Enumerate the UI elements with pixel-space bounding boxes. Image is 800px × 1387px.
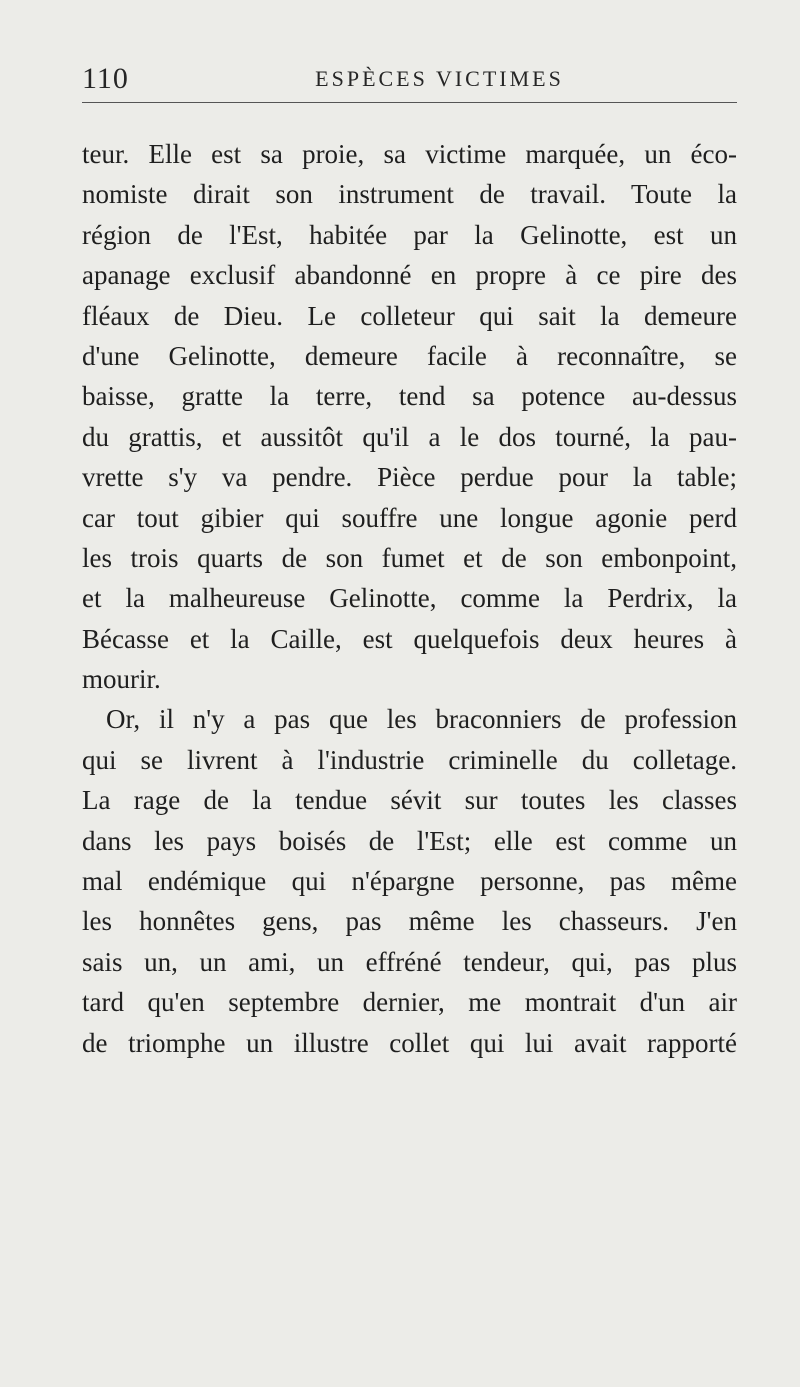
text-line: mal endémique qui n'épargne personne, pas même <box>82 866 737 897</box>
text-line: les trois quarts de son fumet et de son embonpoint, <box>82 542 737 573</box>
text-line: et la malheureuse Gelinotte, comme la Perdrix, la <box>82 583 737 614</box>
running-head <box>82 62 737 102</box>
text-line: nomiste dirait son instrument de travail. Toute la <box>82 179 737 210</box>
running-title: ESPÈCES VICTIMES <box>315 66 564 91</box>
text-line: vrette s'y va pendre. Pièce perdue pour la table; <box>82 462 737 493</box>
text-line: La rage de la tendue sévit sur toutes les classes <box>82 785 737 816</box>
header-rule <box>82 102 737 103</box>
text-line: baisse, gratte la terre, tend sa potence au-dessus <box>82 381 737 412</box>
text-line: tard qu'en septembre dernier, me montrait d'un air <box>82 987 737 1018</box>
text-line: fléaux de Dieu. Le colleteur qui sait la demeure <box>82 300 737 331</box>
text-line: teur. Elle est sa proie, sa victime marquée, un éco- <box>82 139 737 169</box>
text-line: du grattis, et aussitôt qu'il a le dos tourné, la pau- <box>82 421 737 452</box>
paragraph-start-line: Or, il n'y a pas que les braconniers de profession <box>106 704 737 735</box>
text-line: dans les pays boisés de l'Est; elle est comme un <box>82 825 737 856</box>
text-line: région de l'Est, habitée par la Gelinotte, est un <box>82 219 737 250</box>
text-line: d'une Gelinotte, demeure facile à reconnaître, se <box>82 340 737 371</box>
text-line: de triomphe un illustre collet qui lui avait rapporté <box>82 1027 737 1058</box>
text-line: Bécasse et la Caille, est quelquefois deux heures à <box>82 623 737 654</box>
text-line: mourir. <box>82 664 161 695</box>
text-line: apanage exclusif abandonné en propre à ce pire des <box>82 260 737 291</box>
text-line: les honnêtes gens, pas même les chasseurs. J'en <box>82 906 737 937</box>
text-line: sais un, un ami, un effréné tendeur, qui, pas plus <box>82 946 737 977</box>
text-line: car tout gibier qui souffre une longue agonie perd <box>82 502 737 533</box>
text-line: qui se livrent à l'industrie criminelle du colletage. <box>82 744 737 775</box>
page-number: 110 <box>82 62 129 95</box>
body-text <box>82 134 737 1063</box>
